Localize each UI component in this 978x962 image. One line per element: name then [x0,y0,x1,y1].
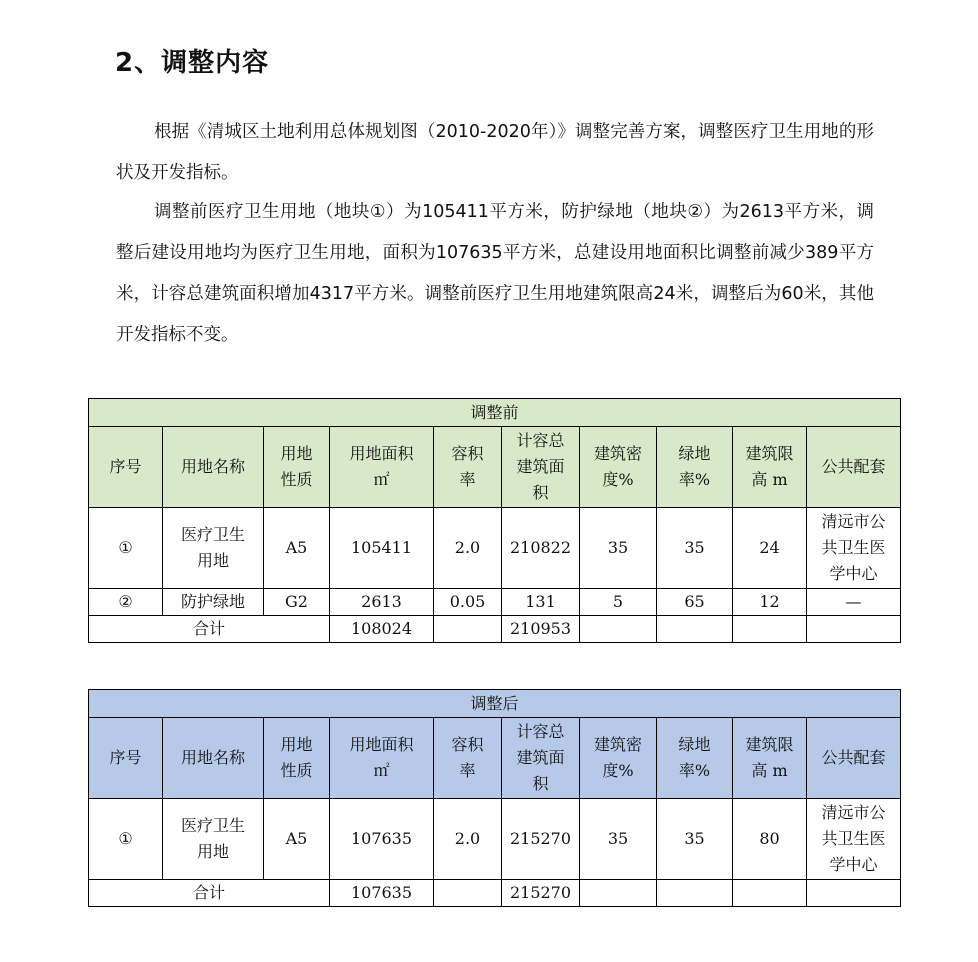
cell-area: 107635 [330,799,434,880]
table-row [89,799,901,880]
cell-area: 105411 [330,508,434,589]
empty-cell [657,616,733,643]
total-row [89,880,901,907]
total-label: 合计 [89,616,330,643]
cell-density: 35 [580,508,657,589]
cell-height: 24 [733,508,807,589]
cell-name: 防护绿地 [163,589,264,616]
table-row [89,589,901,616]
cell-far: 0.05 [434,589,502,616]
empty-cell [434,880,502,907]
col-density: 建筑密 度% [580,718,657,799]
cell-name: 医疗卫生 用地 [163,799,264,880]
col-area: 用地面积 ㎡ [330,718,434,799]
empty-cell [733,616,807,643]
total-gfa: 210953 [502,616,580,643]
col-seq: 序号 [89,718,163,799]
cell-far: 2.0 [434,508,502,589]
cell-green: 35 [657,508,733,589]
table-row [89,508,901,589]
table-before-title: 调整前 [89,399,901,427]
col-name: 用地名称 [163,718,264,799]
empty-cell [580,616,657,643]
empty-cell [733,880,807,907]
col-height: 建筑限 高 m [733,427,807,508]
cell-green: 35 [657,799,733,880]
cell-seq: ① [89,508,163,589]
cell-nature: A5 [264,508,330,589]
empty-cell [807,616,901,643]
col-name: 用地名称 [163,427,264,508]
col-far: 容积 率 [434,427,502,508]
col-facility: 公共配套 [807,427,901,508]
col-green: 绿地 率% [657,718,733,799]
cell-gfa: 131 [502,589,580,616]
cell-nature: G2 [264,589,330,616]
col-gfa: 计容总 建筑面 积 [502,427,580,508]
empty-cell [807,880,901,907]
cell-height: 12 [733,589,807,616]
total-area: 108024 [330,616,434,643]
col-facility: 公共配套 [807,718,901,799]
col-nature: 用地 性质 [264,718,330,799]
cell-facility: — [807,589,901,616]
cell-density: 35 [580,799,657,880]
header-row [89,427,901,508]
cell-facility: 清远市公 共卫生医 学中心 [807,799,901,880]
empty-cell [434,616,502,643]
cell-gfa: 215270 [502,799,580,880]
col-green: 绿地 率% [657,427,733,508]
total-label: 合计 [89,880,330,907]
col-gfa: 计容总 建筑面 积 [502,718,580,799]
cell-nature: A5 [264,799,330,880]
table-before [88,398,901,643]
paragraph-1: 根据《清城区土地利用总体规划图（2010-2020年）》调整完善方案，调整医疗卫生用地的形状及开发指标。 [116,122,874,183]
cell-seq: ① [89,799,163,880]
total-row [89,616,901,643]
empty-cell [580,880,657,907]
cell-facility: 清远市公 共卫生医 学中心 [807,508,901,589]
table-after-title: 调整后 [89,690,901,718]
header-row [89,718,901,799]
total-area: 107635 [330,880,434,907]
cell-height: 80 [733,799,807,880]
section-heading: 2、调整内容 [115,48,270,78]
col-height: 建筑限 高 m [733,718,807,799]
total-gfa: 215270 [502,880,580,907]
cell-area: 2613 [330,589,434,616]
col-area: 用地面积 ㎡ [330,427,434,508]
table-after [88,689,901,907]
col-density: 建筑密 度% [580,427,657,508]
col-far: 容积 率 [434,718,502,799]
cell-far: 2.0 [434,799,502,880]
paragraph-2: 调整前医疗卫生用地（地块①）为105411平方米，防护绿地（地块②）为2613平方米，调整后建设用地均为医疗卫生用地，面积为107635平方米，总建设用地面积比调整前减少389平方米，计容总建筑面积增加4317平方米。调整前医疗卫生用地建筑限高24米，调整后为60米，其他开发指标不变。 [116,202,874,345]
cell-green: 65 [657,589,733,616]
cell-density: 5 [580,589,657,616]
empty-cell [657,880,733,907]
cell-gfa: 210822 [502,508,580,589]
cell-seq: ② [89,589,163,616]
cell-name: 医疗卫生 用地 [163,508,264,589]
col-seq: 序号 [89,427,163,508]
col-nature: 用地 性质 [264,427,330,508]
